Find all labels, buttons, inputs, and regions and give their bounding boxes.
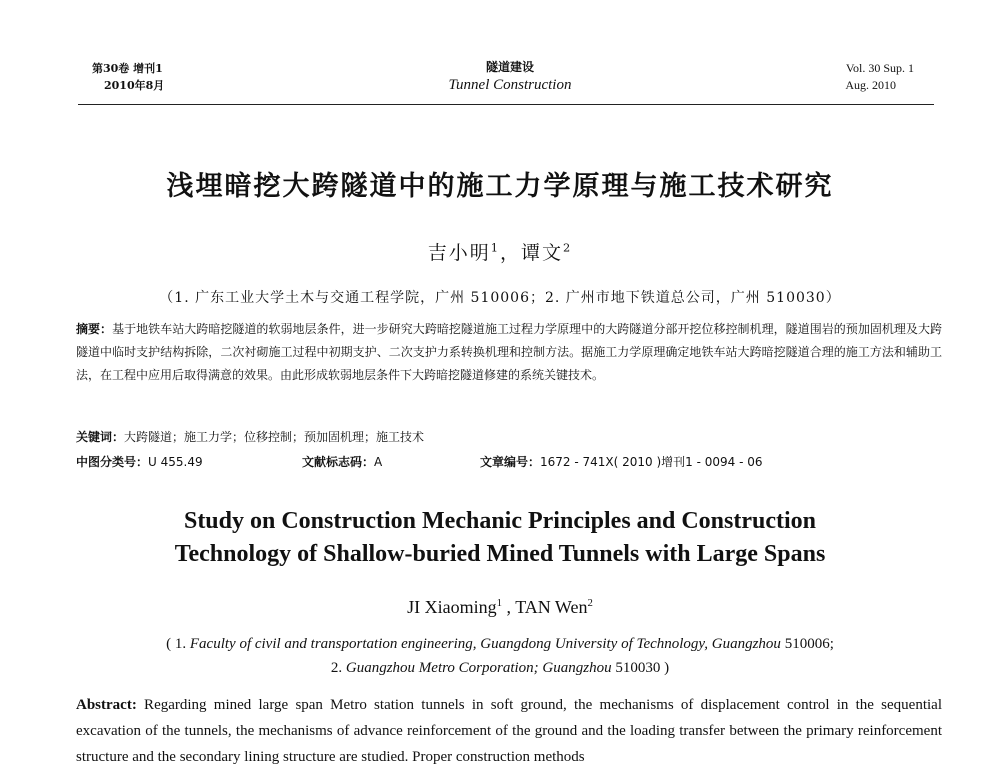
affiliation-en-line: ( 1. Faculty of civil and transportation engineering, Guangdong University of Technology, Guangzhou 510006; [166, 636, 834, 652]
affiliation-en [0, 632, 1000, 680]
header-volume-issue-en: Vol. 30 Sup. 1 [845, 61, 914, 75]
article-id: 文章编号：1672 - 741X( 2010 )增刊1 - 0094 - 06 [480, 455, 763, 469]
header-date-cn: 2010年8月 [104, 79, 165, 92]
header-volume-issue-cn: 第30卷 增刊1 [92, 62, 163, 75]
keywords-label-cn: 关键词： [76, 430, 125, 444]
author-affil-mark: 2 [563, 240, 573, 255]
author-affil-mark: 1 [490, 240, 500, 255]
journal-name-cn: 隧道建设 [485, 60, 534, 74]
author-name-en: TAN Wen [515, 597, 588, 617]
journal-masthead [380, 58, 640, 94]
author-name-en: JI Xiaoming [407, 597, 497, 617]
author-separator: , [502, 597, 516, 617]
abstract-text-cn: 基于地铁车站大跨暗挖隧道的软弱地层条件，进一步研究大跨暗挖隧道施工过程力学原理中的大跨隧道分部开挖位移控制机理，隧道围岩的预加固机理及大跨隧道中临时支护结构拆除，二次衬砌施工过程中初期支护、二次支护力系转换机理和控制方法。据施工力学原理确定地铁车站大跨暗挖隧道合理的施工方法和辅助工法，在工程中应用后取得满意的效果。由此形成软弱地层条件下大跨暗挖隧道修建的系统关键技术。 [76, 322, 942, 382]
abstract-label-en: Abstract: [76, 697, 137, 713]
header-volume-cn [92, 60, 292, 94]
author-name-cn: 谭文 [521, 242, 564, 264]
document-code: 文献标志码：A [302, 455, 383, 469]
affiliation-cn: （1. 广东工业大学土木与交通工程学院，广州 510006；2. 广州市地下铁道总公司，广州 510030） [159, 290, 841, 306]
abstract-label-cn: 摘要： [76, 322, 113, 336]
author-list-en [0, 597, 1000, 618]
author-name-cn: 吉小明 [427, 242, 491, 264]
abstract-cn [76, 318, 942, 387]
keywords-cn [76, 428, 942, 446]
keywords-text-cn: 大跨隧道；施工力学；位移控制；预加固机理；施工技术 [124, 430, 425, 444]
header-divider [78, 104, 934, 105]
journal-name-en: Tunnel Construction [448, 77, 572, 93]
author-affil-mark: 2 [587, 597, 593, 609]
affiliation-en-line: 2. Guangzhou Metro Corporation; Guangzhou 510030 ) [330, 660, 670, 676]
author-separator: ， [499, 242, 521, 264]
clc-number: 中图分类号：U 455.49 [76, 455, 203, 469]
paper-title-en-line: Technology of Shallow-buried Mined Tunnels with Large Spans [174, 541, 826, 567]
header-date-en: Aug. 2010 [845, 78, 896, 92]
author-list-cn [0, 238, 1000, 265]
paper-title-en-line: Study on Construction Mechanic Principles and Construction [183, 508, 817, 534]
paper-title-en [0, 505, 1000, 571]
author-affil-mark: 1 [496, 597, 503, 609]
abstract-text-en: Regarding mined large span Metro station tunnels in soft ground, the mechanisms of displacement control in the sequential excavation of the tunnels, the mechanisms of advance reinforcement of the ground and the loading transfer between the primary reinforcement structure and the secondary lining structure are studied. Proper construction methods [76, 697, 942, 765]
abstract-en [76, 692, 942, 770]
paper-title-cn: 浅埋暗挖大跨隧道中的施工力学原理与施工技术研究 [166, 171, 834, 202]
header-volume-en [714, 60, 914, 94]
